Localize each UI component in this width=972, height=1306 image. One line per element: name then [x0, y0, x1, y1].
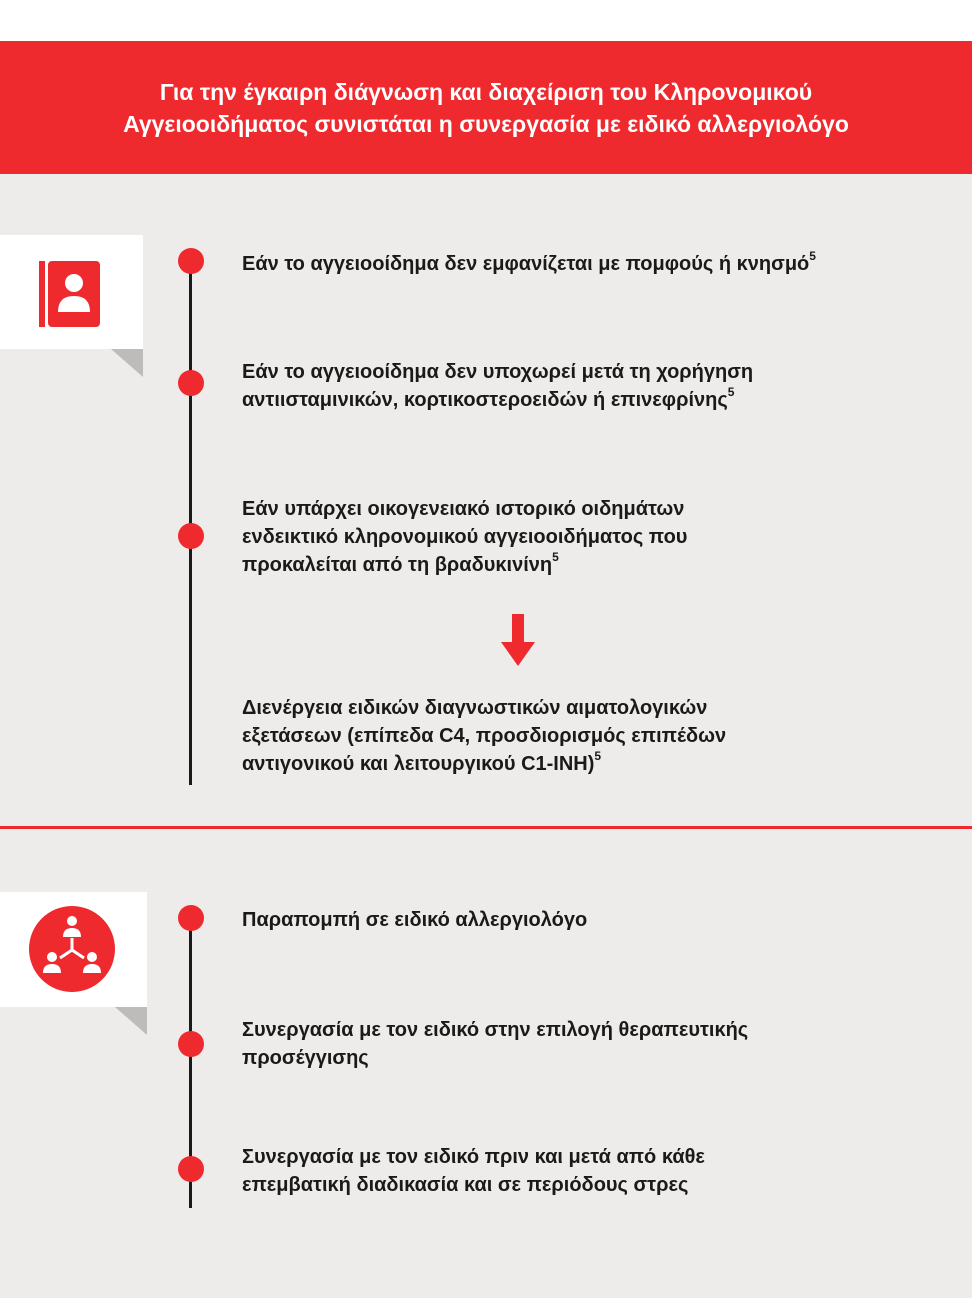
- banner-title-line-1: Για την έγκαιρη διάγνωση και διαχείριση του Κληρονομικού: [159, 78, 813, 105]
- item-line: αντιγονικού και λειτουργικού C1-INH): [242, 753, 595, 775]
- item-line: Διενέργεια ειδικών διαγνωστικών αιματολογικών: [242, 697, 708, 719]
- patient-record-icon: [0, 235, 143, 349]
- banner-title-line-2: Αγγειοοιδήματος συνιστάται η συνεργασία με ειδικό αλλεργιολόγο: [123, 110, 849, 137]
- item-line: Συνεργασία με τον ειδικό στην επιλογή θεραπευτικής: [242, 1019, 749, 1041]
- citation-superscript: 5: [594, 749, 602, 764]
- item-line: ενδεικτικό κληρονομικού αγγειοοιδήματος που: [242, 526, 688, 548]
- header-banner: [0, 41, 972, 174]
- item-line: Εάν το αγγειοοίδημα δεν εμφανίζεται με πομφούς ή κνησμό: [242, 253, 810, 275]
- item-line: εξετάσεων (επίπεδα C4, προσδιορισμός επιπέδων: [242, 725, 727, 747]
- item-line: Εάν το αγγειοοίδημα δεν υποχωρεί μετά τη χορήγηση: [242, 361, 754, 383]
- item-line: αντιισταμινικών, κορτικοστεροειδών ή επινεφρίνης: [242, 389, 728, 411]
- collaboration-item: [242, 1016, 942, 1072]
- criterion-item: [242, 250, 942, 278]
- section-1-icon-tab: [0, 235, 143, 349]
- timeline-dot: [178, 523, 204, 549]
- diagnostic-tests-item: [242, 694, 942, 778]
- item-line: επεμβατική διαδικασία και σε περιόδους στρες: [242, 1174, 689, 1196]
- timeline-dot: [178, 370, 204, 396]
- arrow-down-icon: [501, 614, 535, 666]
- timeline-dot: [178, 248, 204, 274]
- item-line: Συνεργασία με τον ειδικό πριν και μετά από κάθε: [242, 1146, 705, 1168]
- item-line: Εάν υπάρχει οικογενειακό ιστορικό οιδημάτων: [242, 498, 685, 520]
- item-line: προκαλείται από τη βραδυκινίνη: [242, 554, 553, 576]
- item-line: Παραπομπή σε ειδικό αλλεργιολόγο: [242, 909, 588, 931]
- section-divider: [0, 826, 972, 829]
- timeline-dot: [178, 905, 204, 931]
- citation-superscript: 5: [809, 249, 816, 264]
- section-2-tab-fold: [115, 1007, 147, 1035]
- citation-superscript: 5: [552, 550, 559, 565]
- section-1-tab-fold: [111, 349, 143, 377]
- criterion-item: [242, 358, 942, 414]
- section-2-icon-tab: [0, 892, 147, 1007]
- criterion-item: [242, 495, 942, 579]
- timeline-dot: [178, 1156, 204, 1182]
- collaboration-item: [242, 906, 942, 934]
- timeline-dot: [178, 1031, 204, 1057]
- collaboration-item: [242, 1143, 942, 1199]
- team-network-icon: [0, 892, 147, 1007]
- citation-superscript: 5: [727, 385, 735, 400]
- item-line: προσέγγισης: [242, 1047, 369, 1069]
